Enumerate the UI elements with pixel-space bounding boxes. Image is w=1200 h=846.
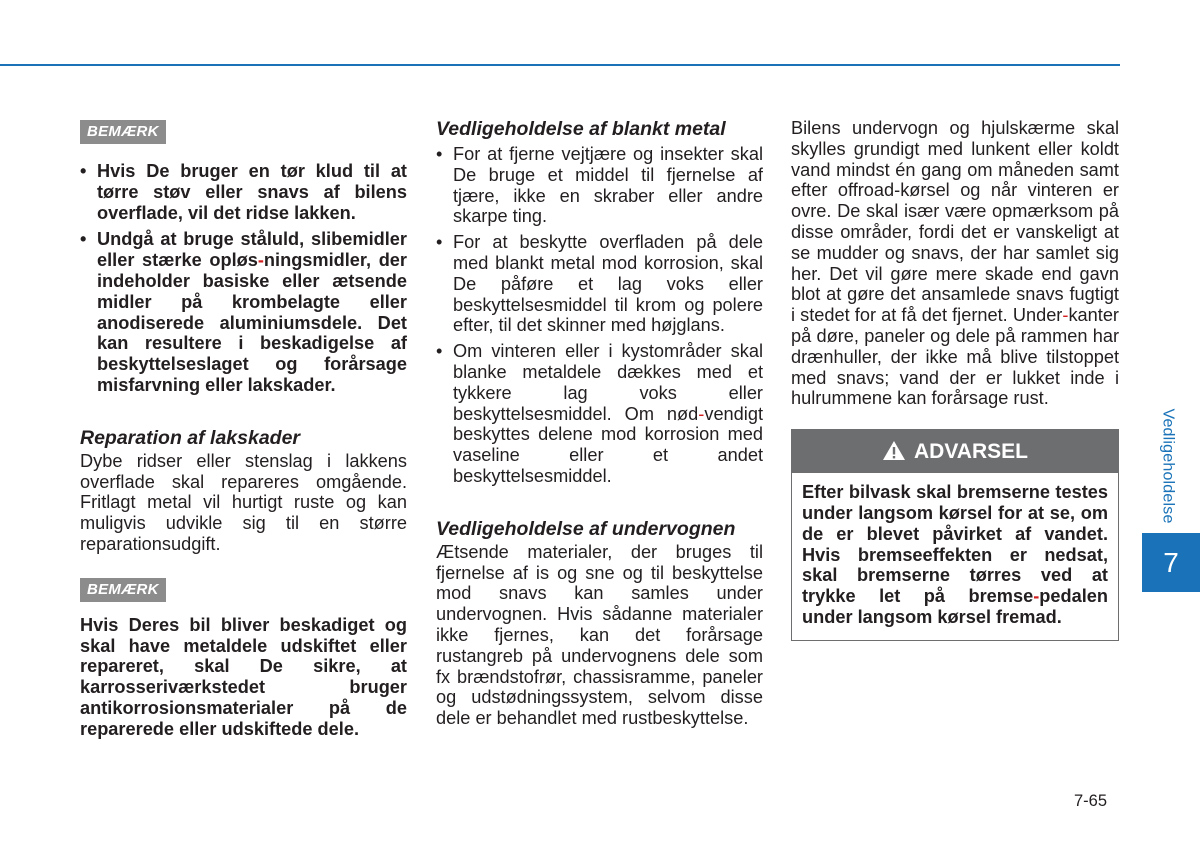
chapter-side-label-text: Vedligeholdelse [1160, 408, 1177, 524]
column-left [80, 120, 407, 740]
page-number: 7-65 [1074, 792, 1108, 810]
warning-body: Efter bilvask skal bremserne testes under langsom kørsel for at se, om de er blevet påvirket af vandet. Hvis bremseeffekten er nedsat, skal bremserne tørres ved at trykke let på bremse-pedalen under langsom kørsel fremad. [802, 482, 1108, 627]
chapter-side-label [1156, 402, 1180, 530]
list-item: • For at fjerne vejtjære og insekter skal De bruge et middel til fjernelse af tjære, ikke en skraber eller andre skarpe ting. [436, 144, 763, 227]
note-badge: BEMÆRK [80, 578, 166, 602]
underbody-wash-text: Bilens undervogn og hjulskærme skal skylles grundigt med lunkent eller koldt vand mindst én gang om måneden samt efter offroad-kørsel og når vinteren er ovre. De skal især være opmærksom på disse områder, fordi det er vanskeligt at se mudder og snavs, der har samlet sig her. Det vil gøre mere skade end gavn blot at gøre det ansamlede snavs fugtigt i stedet for at få det fjernet. Under-kanter på døre, paneler og dele på rammen har drænhuller, der ikke må blive tilstoppet med snavs; vand der er lukket inde i hulrummene kan forårsage rust. [791, 118, 1119, 409]
note-list [80, 161, 407, 396]
section-heading-underbody: Vedligeholdelse af undervognen [436, 517, 736, 540]
warning-triangle-icon [882, 440, 906, 461]
section-heading-metal: Vedligeholdelse af blankt metal [436, 118, 726, 140]
list-item: • Om vinteren eller i kystområder skal blanke metaldele dækkes med et tykkere lag voks eller beskyttelsesmiddel. Om nød-vendigt beskyttes delene mod korrosion med vaseline eller et andet beskyttelsesmiddel. [436, 341, 763, 487]
note-item: • Undgå at bruge ståluld, slibemidler eller stærke opløs-ningsmidler, der indeholder basiske eller ætsende midler på krombelagte eller anodiserede aluminiumsdele. Det kan resultere i beskadigelse af beskyttelseslaget og forårsage misfarvning eller lakskader. [80, 229, 407, 395]
top-rule [0, 64, 1120, 66]
note-body: Hvis Deres bil bliver beskadiget og skal have metaldele udskiftet eller repareret, skal De sikre, at karrosseriværkstedet bruger antikorrosionsmaterialer på de reparerede eller udskiftede dele. [80, 614, 407, 739]
column-middle [436, 118, 763, 729]
column-right [791, 118, 1119, 641]
chapter-tab: 7 [1142, 533, 1200, 592]
note-badge: BEMÆRK [80, 120, 166, 144]
note-item: • Hvis De bruger en tør klud til at tørre støv eller snavs af bilens overflade, vil det ridse lakken. [80, 161, 407, 223]
note-badge-wrap [80, 578, 407, 602]
underbody-body: Ætsende materialer, der bruges til fjernelse af is og sne og til beskyttelse mod snavs kan samles under undervognen. Hvis sådanne materialer ikke fjernes, kan det forårsage rustangreb på undervognens dele som fx brændstofrør, chassisramme, paneler og udstødningssystem, selvom disse dele er behandlet med rustbeskyttelse. [436, 541, 763, 729]
warning-header [792, 430, 1118, 473]
repair-body: Dybe ridser eller stenslag i lakkens overflade skal repareres omgående. Fritlagt metal vil hurtigt ruste og kan muligvis udvikle sig til en større reparationsudgift. [80, 450, 407, 554]
section-heading-repair: Reparation af lakskader [80, 426, 301, 449]
list-item: • For at beskytte overfladen på dele med blankt metal mod korrosion, skal De påføre et lag voks eller beskyttelsesmiddel til krom og polere efter, til det skinner med højglans. [436, 232, 763, 336]
warning-box [791, 429, 1119, 641]
metal-list [436, 144, 763, 487]
warning-title: ADVARSEL [914, 440, 1028, 464]
